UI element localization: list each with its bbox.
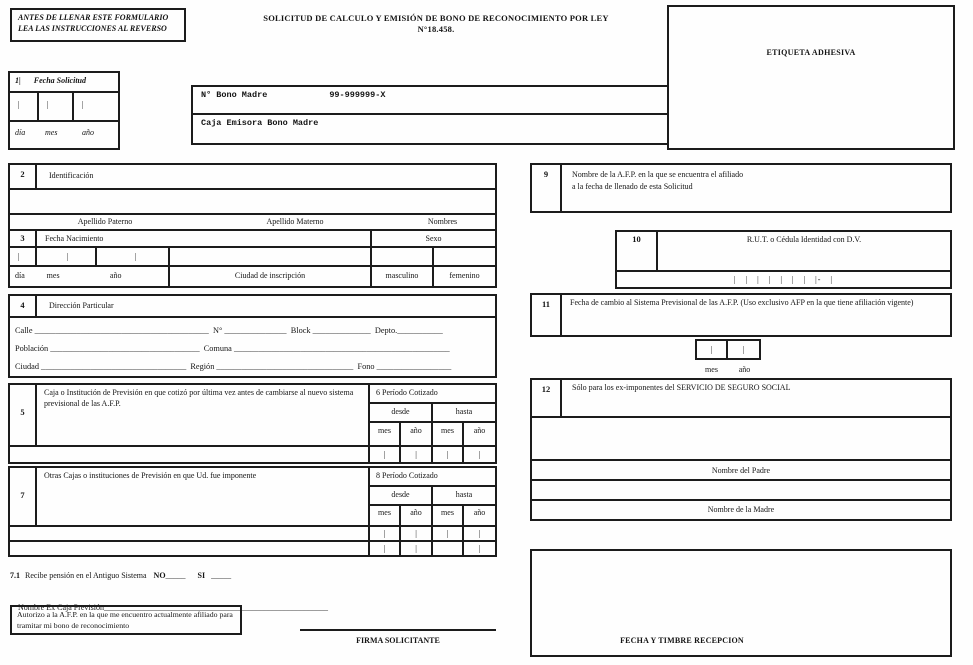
section-number: 11 [532, 295, 562, 335]
sec6-periodo [370, 385, 495, 445]
day-label: día [15, 271, 25, 280]
year-cell: | [97, 248, 170, 265]
sec6-desde-hasta [370, 404, 495, 423]
rut-label: R.U.T. o Cédula Identidad con D.V. [746, 235, 862, 244]
recepcion-label: FECHA Y TIMBRE RECEPCION [620, 636, 744, 645]
ano-label: año [738, 365, 751, 374]
birthdate-cells-row [10, 248, 495, 267]
firma-solicitante-label: FIRMA SOLICITANTE [356, 636, 440, 645]
section-number: 10 [617, 232, 658, 270]
male-label: masculino [372, 267, 434, 286]
sec8-mes-ano [370, 506, 495, 525]
year-cell: | [82, 100, 84, 109]
day-cell: | [10, 248, 37, 265]
fecha-solicitud-header [10, 73, 118, 93]
instructions-box [10, 8, 186, 42]
sec7-top [10, 468, 495, 525]
sec9-text [562, 165, 950, 211]
tick-cell: | [433, 527, 464, 540]
address-lines [10, 318, 495, 376]
fecha-solicitud-units [10, 122, 118, 148]
rut-box [615, 230, 952, 289]
ex-caja-label: Nombre Ex Caja Previsión [18, 602, 104, 612]
mes-label: mes [370, 506, 401, 525]
ano-label: año [401, 506, 433, 525]
hasta-label: hasta [455, 490, 473, 499]
tick-cell: | [401, 542, 433, 555]
section-number: 2 [10, 165, 37, 188]
female-label: femenino [449, 271, 480, 280]
fecha-solicitud-box [8, 71, 120, 150]
name-column-headers [10, 215, 495, 231]
sec7-left [10, 468, 370, 525]
mes-label: mes [433, 423, 464, 445]
section-number: 4 [10, 296, 37, 316]
sec7-entry-row-1 [10, 525, 495, 540]
tick-cell: | [370, 527, 401, 540]
etiqueta-adhesiva-box [667, 5, 955, 150]
sexo-label: Sexo [425, 234, 442, 243]
bono-madre-label: N° Bono Madre [201, 90, 268, 100]
ano-cell: | [728, 339, 761, 360]
nombres-header: Nombres [427, 217, 458, 226]
sec8-periodo [370, 468, 495, 525]
fecha-cambio-units [695, 365, 761, 376]
form-title-line1: SOLICITUD DE CALCULO Y EMISIÓN DE BONO DE RECONOCIMIENTO POR LEY [263, 13, 609, 23]
si-label: SI [197, 571, 206, 580]
otras-cajas-entry-cell [10, 542, 370, 555]
tick-cell: | [478, 450, 481, 459]
sec7-entry-row-2 [10, 540, 495, 555]
desde-label: desde [370, 487, 433, 504]
sec5-entry-row [10, 445, 495, 462]
padre-label: Nombre del Padre [532, 461, 950, 481]
bono-madre-value: 99-999999-X [329, 90, 386, 100]
mes-label: mes [433, 506, 464, 525]
rut-digit-cells: | | | | | | | |- | [733, 275, 834, 284]
tick-cell [433, 542, 464, 555]
fecha-solicitud-cells [10, 93, 118, 122]
madre-label: Nombre de la Madre [707, 505, 775, 514]
ex-caja-blank: ________________________________________________________ [103, 602, 328, 612]
sec4-header-row [10, 296, 495, 318]
tick-cell: | [433, 447, 464, 462]
si-blank: _____ [211, 571, 232, 580]
sec9-line2: a la fecha de llenado de esta Solicitud [572, 182, 693, 192]
sec71-number: 7.1 [10, 571, 20, 580]
address-line-calle: Calle __________________________________________ N° _______________ Block ______________ Depto.___________ [15, 326, 443, 335]
day-cell: | [10, 93, 39, 120]
form-title [206, 13, 666, 35]
fecha-cambio-cells [695, 339, 761, 360]
section-number: 1| [15, 76, 21, 85]
caja-prevision-table [8, 383, 497, 464]
recepcion-box [530, 549, 952, 657]
sec4-label: Dirección Particular [49, 301, 114, 310]
mes-label: mes [370, 423, 401, 445]
fecha-cambio-box [530, 293, 952, 337]
identification-table [8, 163, 497, 288]
year-label: año [82, 128, 94, 137]
section-number: 5 [10, 385, 37, 445]
form-title-line2: N°18.458. [417, 24, 455, 35]
sec7-text: Otras Cajas o instituciones de Previsión en que Ud. fue imponente [44, 471, 257, 480]
tick-cell: | [478, 529, 481, 538]
sec6-title: 6 Período Cotizado [370, 385, 495, 404]
no-label: NO [153, 571, 166, 580]
apellido-materno-header: Apellido Materno [266, 217, 324, 226]
etiqueta-adhesiva-label: ETIQUETA ADHESIVA [766, 48, 856, 57]
section-number: 7 [10, 468, 37, 525]
no-blank: _____ [165, 571, 186, 580]
sec9-line1: Nombre de la A.F.P. en la que se encuentra el afiliado [572, 170, 744, 179]
autorizo-text: Autorizo a la A.F.P. en la que me encuentro actualmente afiliado para tramitar mi bono de reconocimiento [17, 610, 233, 631]
male-cell [372, 248, 434, 265]
address-line-poblacion: Población ____________________________________ Comuna ____________________________________________________ [15, 344, 450, 353]
instruction-line: ANTES DE LLENAR ESTE FORMULARIO [18, 13, 169, 22]
otras-cajas-entry-cell [10, 527, 370, 540]
otras-cajas-table [8, 466, 497, 557]
tick-cell: | [401, 447, 433, 462]
fecha-solicitud-label: Fecha Solicitud [33, 76, 86, 85]
fecha-nacimiento-label: Fecha Nacimiento [37, 231, 372, 246]
ano-label: año [401, 423, 433, 445]
sec2-label: Identificación [49, 171, 94, 180]
pension-line [10, 571, 231, 582]
name-entry-row [10, 190, 495, 215]
birthdate-units-row [10, 267, 495, 286]
ano-label: año [473, 508, 486, 517]
caja-entry-cell [10, 447, 370, 462]
birthdate-units [10, 267, 170, 286]
padre-entry-row [532, 418, 950, 461]
month-label: mes [45, 128, 58, 137]
tick-cell: | [478, 544, 481, 553]
day-label: día [15, 128, 26, 137]
section-number: 9 [532, 165, 562, 211]
section-number: 12 [532, 380, 562, 416]
signature-line [300, 629, 496, 631]
sec2-header-row [10, 165, 495, 190]
sec11-text: Fecha de cambio al Sistema Previsional de las A.F.P. (Uso exclusivo AFP en la que tiene afiliación vigente) [570, 298, 914, 307]
address-line-ciudad: Ciudad ___________________________________ Región _________________________________ Fono __________________ [15, 362, 452, 371]
mes-label: mes [705, 365, 718, 374]
city-label: Ciudad de inscripción [170, 267, 372, 286]
sec5-top [10, 385, 495, 445]
sec5-text: Caja o Institución de Previsión en que cotizó por última vez antes de cambiarse al nuevo sistema previsional de las A.F.P. [44, 388, 354, 408]
sec5-left [10, 385, 370, 445]
city-cell [170, 248, 372, 265]
instruction-line: LEA LAS INSTRUCCIONES AL REVERSO [18, 23, 167, 33]
desde-label: desde [370, 404, 433, 421]
rut-header-row [617, 232, 950, 272]
afp-box [530, 163, 952, 213]
address-table [8, 294, 497, 378]
tick-cell: | [370, 447, 401, 462]
year-label: año [109, 271, 122, 280]
month-label: mes [46, 271, 60, 280]
female-cell [434, 248, 495, 265]
sec3-header-row [10, 231, 495, 248]
sec8-desde-hasta [370, 487, 495, 506]
sec12-header-row [532, 380, 950, 418]
sec71-text: Recibe pensión en el Antiguo Sistema [25, 571, 147, 580]
apellido-paterno-header: Apellido Paterno [77, 217, 133, 226]
sec6-mes-ano [370, 423, 495, 445]
hasta-label: hasta [455, 407, 473, 416]
section-number: 3 [10, 231, 37, 246]
tick-cell: | [370, 542, 401, 555]
mes-cell: | [695, 339, 728, 360]
autorizo-box [10, 602, 242, 635]
ano-label: año [473, 426, 486, 435]
caja-emisora-label: Caja Emisora Bono Madre [201, 118, 319, 128]
seguro-social-table [530, 378, 952, 521]
month-cell: | [37, 248, 97, 265]
sec12-title: Sólo para los ex-imponentes del SERVICIO DE SEGURO SOCIAL [572, 383, 791, 392]
madre-entry-row [532, 481, 950, 501]
tick-cell: | [401, 527, 433, 540]
month-cell: | [39, 93, 74, 120]
sec8-title: 8 Período Cotizado [370, 468, 495, 487]
